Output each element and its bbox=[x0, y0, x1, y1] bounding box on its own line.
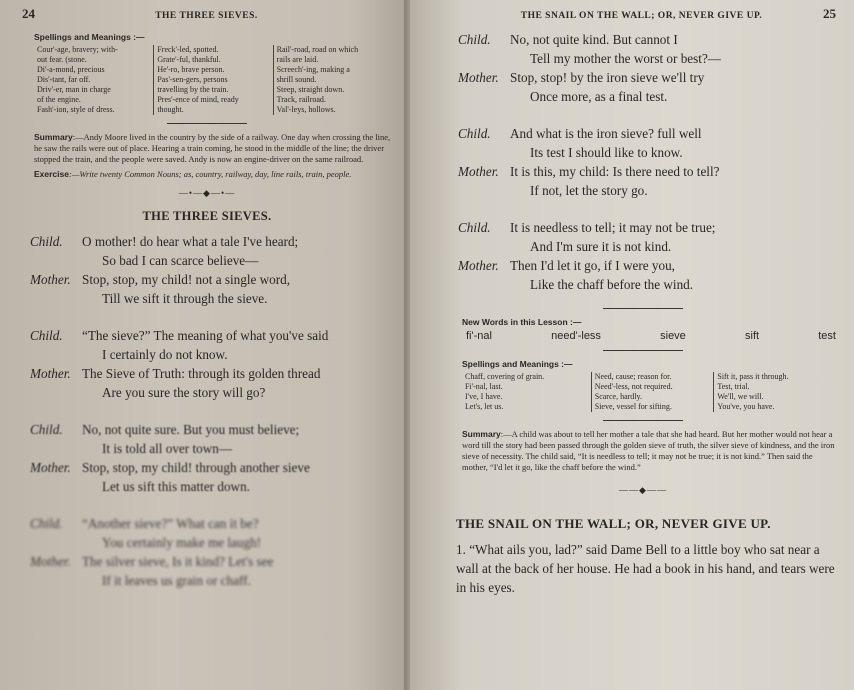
summary-text: :—Andy Moore lived in the country by the side of a railway. One day when crossing the line, he saw the rails were out of place. Hearing a train coming, he stood in the middle of the line; the driver stopped the train, and the people were saved. Andy is now an engine-driver on the same railroad. bbox=[34, 132, 391, 164]
spelling-entry: out fear. (stone. bbox=[37, 55, 87, 64]
speaker-label: Child. bbox=[30, 516, 63, 531]
line-text: So bad I can scarce believe— bbox=[102, 253, 259, 268]
divider-rule bbox=[167, 123, 247, 124]
page-number-left: 24 bbox=[22, 6, 35, 21]
speaker-label: Mother. bbox=[458, 70, 499, 85]
spellings-column bbox=[153, 45, 272, 115]
spellings-table-right bbox=[462, 372, 836, 412]
spellings-column bbox=[713, 372, 836, 412]
spellings-column bbox=[591, 372, 714, 412]
poem-line bbox=[450, 68, 836, 87]
line-text: “The sieve?” The meaning of what you've said bbox=[82, 328, 329, 343]
poem-line bbox=[22, 571, 392, 590]
line-text: It is this, my child: Is there need to tell? bbox=[510, 164, 720, 179]
speaker-label: Mother. bbox=[30, 460, 71, 475]
speaker-label: Child. bbox=[30, 234, 63, 249]
poem-line bbox=[450, 256, 836, 275]
speaker-label: Mother. bbox=[30, 554, 71, 569]
spelling-entry: rails are laid. bbox=[276, 55, 319, 64]
speaker-label: Mother. bbox=[458, 258, 499, 273]
spelling-entry: travelling by the train. bbox=[157, 85, 229, 94]
poem-line bbox=[450, 30, 836, 49]
new-word: test bbox=[818, 330, 836, 342]
line-text: And what is the iron sieve? full well bbox=[510, 126, 702, 141]
line-text: No, not quite sure. But you must believe; bbox=[82, 422, 300, 437]
summary-left bbox=[34, 132, 392, 165]
new-words-label: New Words in this Lesson :— bbox=[462, 317, 582, 327]
new-word: sift bbox=[745, 330, 760, 342]
line-text: Till we sift it through the sieve. bbox=[102, 291, 268, 306]
poem-stanza bbox=[450, 124, 836, 200]
spelling-entry: He'-ro, brave person. bbox=[157, 65, 225, 74]
spellings-column bbox=[34, 45, 153, 115]
poem-line bbox=[450, 237, 836, 256]
poem-line bbox=[450, 162, 836, 181]
line-text: Stop, stop! by the iron sieve we'll try bbox=[510, 70, 705, 85]
line-text: Like the chaff before the wind. bbox=[530, 277, 694, 292]
line-text: Its test I should like to know. bbox=[530, 145, 683, 160]
spelling-entry: shrill sound. bbox=[276, 75, 317, 84]
spelling-entry: Scarce, hardly. bbox=[594, 392, 642, 401]
poem-stanza bbox=[22, 232, 392, 308]
line-text: You certainly make me laugh! bbox=[102, 535, 262, 550]
line-text: Tell my mother the worst or best?— bbox=[530, 51, 721, 66]
spelling-entry: Test, trial. bbox=[717, 382, 750, 391]
poem-line bbox=[450, 218, 836, 237]
line-text: If it leaves us grain or chaff. bbox=[102, 573, 251, 588]
spelling-entry: I've, I have. bbox=[465, 392, 503, 401]
spelling-entry: Pas'-sen-gers, persons bbox=[157, 75, 228, 84]
speaker-label: Mother. bbox=[30, 272, 71, 287]
spelling-entry: Track, railroad. bbox=[276, 95, 326, 104]
poem-line bbox=[22, 326, 392, 345]
spelling-entry: Rail'-road, road on which bbox=[276, 45, 359, 54]
running-head-right: THE SNAIL ON THE WALL; OR, NEVER GIVE UP. bbox=[520, 11, 763, 21]
spelling-entry: Let's, let us. bbox=[465, 402, 504, 411]
poem-stanza bbox=[450, 30, 836, 106]
line-text: Stop, stop, my child! through another sieve bbox=[82, 460, 310, 475]
poem-line bbox=[22, 439, 392, 458]
lesson-paragraph: 1. “What ails you, lad?” said Dame Bell to a little boy who sat near a wall at the back of her house. He had a book in his hand, and tears were in his eyes. bbox=[456, 542, 835, 595]
speaker-label: Mother. bbox=[458, 164, 499, 179]
poem-stanzas-right bbox=[450, 30, 836, 294]
new-word: fi'-nal bbox=[466, 330, 492, 342]
right-page bbox=[410, 0, 854, 690]
line-text: The Sieve of Truth: through its golden thread bbox=[82, 366, 321, 381]
spelling-entry: Fash'-ion, style of dress. bbox=[37, 105, 115, 114]
spellings-label-right: Spellings and Meanings :— bbox=[462, 359, 573, 369]
summary-right bbox=[462, 429, 836, 473]
right-header bbox=[450, 6, 836, 22]
exercise-left bbox=[34, 169, 392, 180]
poem-line bbox=[22, 552, 392, 571]
line-text: Stop, stop, my child! not a single word, bbox=[82, 272, 291, 287]
new-word: need'-less bbox=[551, 330, 601, 342]
spelling-entry: Cour'-age, bravery; with- bbox=[37, 45, 118, 54]
spellings-label-left: Spellings and Meanings :— bbox=[34, 32, 145, 42]
poem-line bbox=[22, 270, 392, 289]
poem-stanza bbox=[450, 218, 836, 294]
line-text: The silver sieve, Is it kind? Let's see bbox=[82, 554, 274, 569]
line-text: Are you sure the story will go? bbox=[102, 385, 266, 400]
line-text: “Another sieve?” What can it be? bbox=[82, 516, 259, 531]
line-text: No, not quite kind. But cannot I bbox=[510, 32, 678, 47]
spellings-table-left bbox=[34, 45, 392, 115]
exercise-label: Exercise bbox=[34, 169, 69, 179]
speaker-label: Mother. bbox=[30, 366, 71, 381]
left-page bbox=[0, 0, 410, 690]
ornament-left: —•—◆—•— bbox=[178, 188, 236, 198]
poem-line bbox=[22, 251, 392, 270]
line-text: And I'm sure it is not kind. bbox=[530, 239, 672, 254]
spelling-entry: of the engine. bbox=[37, 95, 81, 104]
page-number-right: 25 bbox=[823, 6, 836, 21]
line-text: Once more, as a final test. bbox=[530, 89, 668, 104]
poem-line bbox=[22, 232, 392, 251]
spelling-entry: Screech'-ing, making a bbox=[276, 65, 350, 74]
divider-rule bbox=[603, 350, 683, 351]
poem-line bbox=[450, 87, 836, 106]
poem-line bbox=[450, 124, 836, 143]
poem-line bbox=[450, 143, 836, 162]
lesson-title: THE SNAIL ON THE WALL; OR, NEVER GIVE UP. bbox=[456, 516, 771, 531]
new-word: sieve bbox=[660, 330, 686, 342]
poem-line bbox=[22, 420, 392, 439]
line-text: It is told all over town— bbox=[102, 441, 233, 456]
spelling-entry: Freck'-led, spotted. bbox=[157, 45, 219, 54]
poem-stanza bbox=[22, 326, 392, 402]
line-text: Then I'd let it go, if I were you, bbox=[510, 258, 675, 273]
summary-label: Summary bbox=[34, 132, 73, 142]
speaker-label: Child. bbox=[458, 126, 491, 141]
spellings-column bbox=[273, 45, 392, 115]
spelling-entry: You've, you have. bbox=[717, 402, 775, 411]
new-words-list bbox=[466, 330, 836, 342]
left-header bbox=[22, 6, 392, 22]
spelling-entry: Fi'-nal, last. bbox=[465, 382, 503, 391]
speaker-label: Child. bbox=[458, 220, 491, 235]
poem-stanza bbox=[22, 514, 392, 590]
poem-stanzas-left bbox=[22, 232, 392, 590]
spelling-entry: Driv'-er, man in charge bbox=[37, 85, 111, 94]
spelling-entry: Sift it, pass it through. bbox=[717, 372, 789, 381]
line-text: I certainly do not know. bbox=[102, 347, 228, 362]
spelling-entry: Sieve, vessel for sifting. bbox=[594, 402, 672, 411]
spelling-entry: Need'-less, not required. bbox=[594, 382, 673, 391]
poem-line bbox=[450, 181, 836, 200]
poem-line bbox=[450, 49, 836, 68]
divider-rule bbox=[603, 308, 683, 309]
poem-line bbox=[22, 289, 392, 308]
divider-rule bbox=[603, 420, 683, 421]
poem-title: THE THREE SIEVES. bbox=[142, 209, 272, 223]
spelling-entry: We'll, we will. bbox=[717, 392, 764, 401]
spelling-entry: Val'-leys, hollows. bbox=[276, 105, 336, 114]
poem-line bbox=[22, 533, 392, 552]
speaker-label: Child. bbox=[30, 422, 63, 437]
poem-line bbox=[22, 364, 392, 383]
poem-line bbox=[22, 477, 392, 496]
spelling-entry: Steep, straight down. bbox=[276, 85, 345, 94]
poem-line bbox=[22, 345, 392, 364]
line-text: It is needless to tell; it may not be true; bbox=[510, 220, 716, 235]
exercise-text: :—Write twenty Common Nouns; as, country, railway, day, line rails, train, people. bbox=[68, 169, 352, 179]
spelling-entry: Need, cause; reason for. bbox=[594, 372, 672, 381]
speaker-label: Child. bbox=[458, 32, 491, 47]
ornament-right: ——◆—— bbox=[619, 485, 667, 495]
spelling-entry: thought. bbox=[157, 105, 184, 114]
spelling-entry: Chaff, covering of grain. bbox=[465, 372, 545, 381]
poem-line bbox=[22, 514, 392, 533]
spelling-entry: Grate'-ful, thankful. bbox=[157, 55, 221, 64]
summary-text: :—A child was about to tell her mother a tale that she had heard. But her mother would not hear a word till the story had been passed through the golden sieve of truth, the silver sieve of kindness, and the iron sieve of necessity. The child said, “It is needless to tell; it may not be true; it is not kind.” Then said the mother, “I'd let it go, like the chaff before the wind.” bbox=[462, 429, 835, 472]
line-text: If not, let the story go. bbox=[530, 183, 648, 198]
spelling-entry: Di'-a-mond, precious bbox=[37, 65, 105, 74]
speaker-label: Child. bbox=[30, 328, 63, 343]
summary-label: Summary bbox=[462, 429, 501, 439]
spelling-entry: Pres'-ence of mind, ready bbox=[157, 95, 239, 104]
line-text: Let us sift this matter down. bbox=[102, 479, 250, 494]
line-text: O mother! do hear what a tale I've heard; bbox=[82, 234, 299, 249]
spelling-entry: Dis'-tant, far off. bbox=[37, 75, 91, 84]
poem-line bbox=[450, 275, 836, 294]
poem-stanza bbox=[22, 420, 392, 496]
poem-line bbox=[22, 383, 392, 402]
running-head-left: THE THREE SIEVES. bbox=[155, 11, 258, 21]
spellings-column bbox=[462, 372, 591, 412]
poem-line bbox=[22, 458, 392, 477]
